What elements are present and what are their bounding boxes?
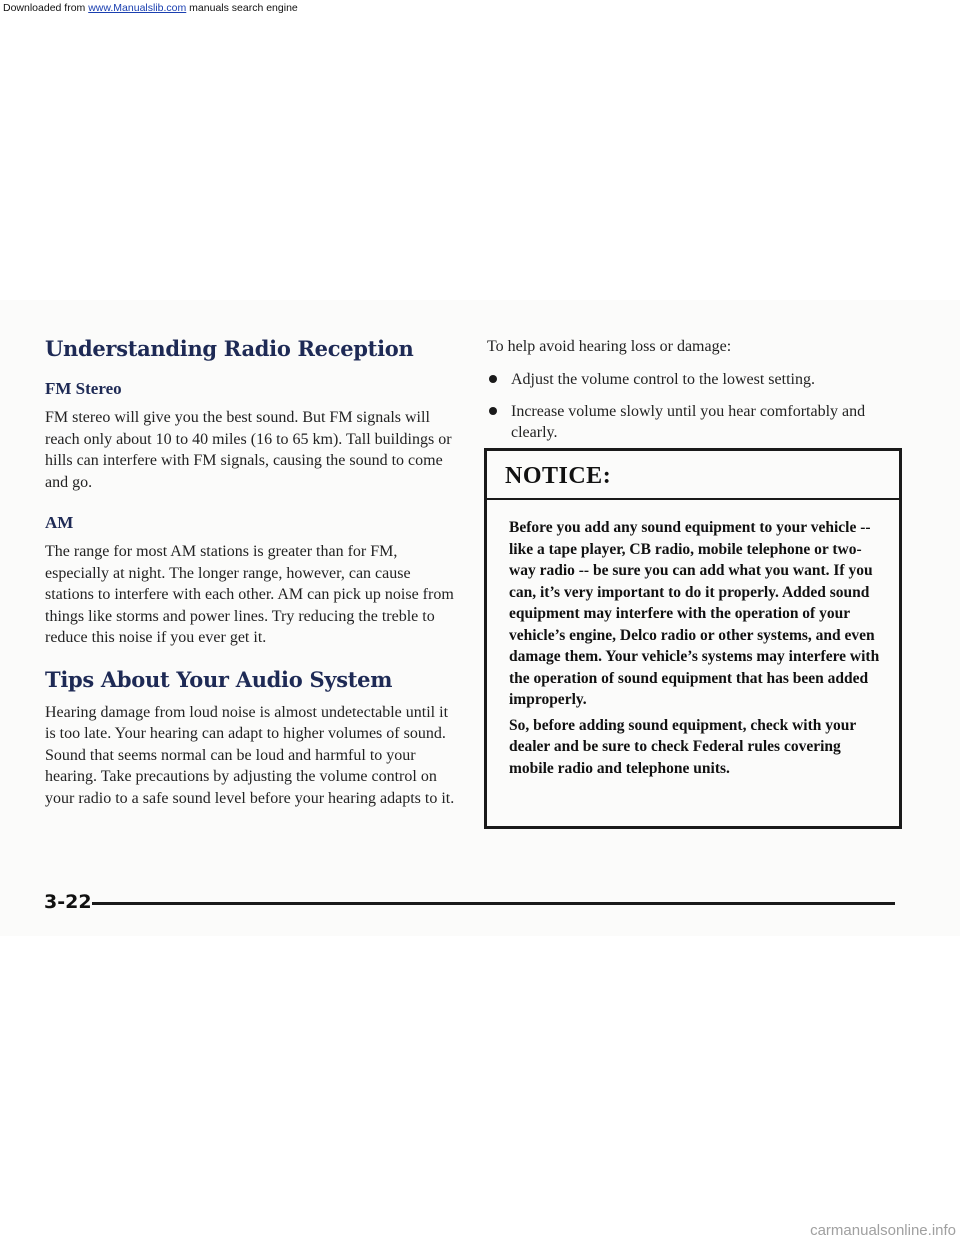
download-watermark: [3, 2, 298, 14]
bullet-text: Adjust the volume control to the lowest setting.: [511, 370, 815, 388]
watermark-suffix: manuals search engine: [186, 2, 298, 14]
notice-title: NOTICE:: [505, 463, 612, 489]
notice-box: [484, 448, 902, 829]
watermark-prefix: Downloaded from: [3, 2, 89, 14]
footer-rule: [92, 902, 895, 905]
list-item: [487, 369, 907, 390]
notice-header: [487, 451, 899, 500]
bullet-icon: [489, 375, 497, 383]
notice-paragraph-2: So, before adding sound equipment, check with your dealer and be sure to check Federal rules covering mobile radio and telephone units.: [509, 716, 856, 777]
list-item: [487, 401, 907, 443]
left-column: [45, 336, 460, 809]
notice-body: [487, 500, 899, 779]
hearing-tips-list: [487, 369, 907, 443]
bullet-icon: [489, 407, 497, 415]
site-watermark: carmanualsonline.info: [810, 1222, 956, 1239]
subtitle-fm-stereo: FM Stereo: [45, 379, 122, 398]
notice-paragraph-1: Before you add any sound equipment to your vehicle -- like a tape player, CB radio, mobile telephone or two-way radio -- be sure you can add what you want. If you can, it’s very important to do it properly. Added sound equipment may interfere with the operation of your vehicle’s engine, Delco radio or other systems, and even damage them. Your vehicle’s systems may interfere with the operation of sound equipment that has been added improperly.: [509, 519, 880, 708]
bullet-text: Increase volume slowly until you hear comfortably and clearly.: [511, 402, 866, 441]
fm-paragraph: FM stereo will give you the best sound. But FM signals will reach only about 10 to 40 miles (16 to 65 km). Tall buildings or hills can interfere with FM signals, causing the sound to come and go.: [45, 409, 452, 491]
section-title-audio-tips: Tips About Your Audio System: [45, 666, 393, 692]
subtitle-am: AM: [45, 513, 74, 532]
page-number: 3-22: [44, 891, 92, 913]
hearing-intro: To help avoid hearing loss or damage:: [487, 338, 732, 355]
am-paragraph: The range for most AM stations is greater than for FM, especially at night. The longer range, however, can cause stations to interfere with each other. AM can pick up noise from things like storms and power lines. Try reducing the treble to reduce this noise if you ever get it.: [45, 543, 454, 646]
tips-paragraph: Hearing damage from loud noise is almost undetectable until it is too late. Your hearing can adapt to higher volumes of sound. Sound that seems normal can be loud and harmful to your hearing. Take precautions by adjusting the volume control on your radio to a safe sound level before your hearing adapts to it.: [45, 703, 455, 807]
manualslib-link[interactable]: www.Manualslib.com: [88, 2, 187, 14]
section-title-radio-reception: Understanding Radio Reception: [45, 336, 414, 361]
right-column: [487, 336, 907, 454]
